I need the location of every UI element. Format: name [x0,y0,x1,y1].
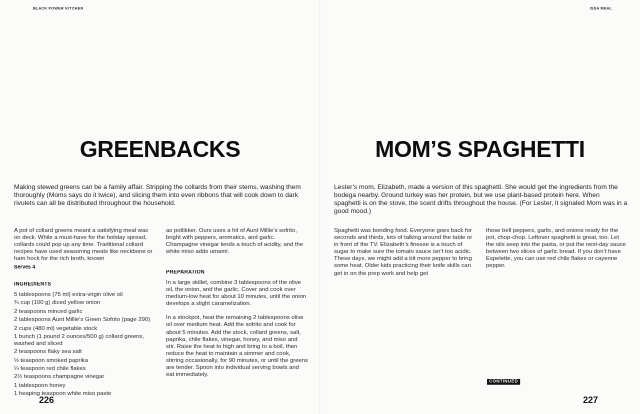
description-column-1: A pot of collard greens meant a satisfying meal was on deck. While a must-have for the holiday spread, collards could pop up any time. Traditional collard recipes have used seasoning meats like neckbone or ham hock for the rich broth, known [14,228,153,263]
description-column-2: as potlikker. Ours uses a hit of Aunt Millie’s sofrito, bright with peppers, aromatics, and garlic. Champagne vinegar lends a touch of acidity, and the white miso adds umami. [166,228,304,256]
preparation-step: In a large skillet, combine 3 tablespoons of the olive oil, the onion, and the garlic. Cover and cook over medium-low heat for about 10 minutes, until the onion develops a slight caramelization. [166,280,307,308]
ingredient-item: 5 tablespoons (75 ml) extra-virgin olive oil [14,292,123,298]
ingredient-item: 1 heaping teaspoon white miso paste [14,391,112,398]
serves-label: Serves 4 [14,265,36,271]
recipe-intro: Lester’s mom, Elizabeth, made a version of this spaghetti. She would get the ingredients from the bodega nearby. Ground turkey was her protein, but we use plant-based protein here. When spaghetti is on the stove, the scent drifts throughout the house. (For Lester, it signaled Mom was in a good mood.) [334,184,628,215]
running-head-right: ISSA MEAL [589,7,612,11]
ingredient-item: 2 teaspoons flaky sea salt [14,349,82,356]
ingredient-item: 2 tablespoons Aunt Millie’s Green Sofrito (page 290) [14,317,151,324]
ingredient-item: ¼ teaspoon red chile flakes [14,365,86,372]
ingredient-item: 2 cups (480 ml) vegetable stock [14,325,98,332]
ingredient-item: 1 bunch (1 pound 2 ounces/500 g) collard greens, washed and sliced [14,333,145,347]
ingredients-list [14,292,156,398]
recipe-title-moms-spaghetti: MOM’S SPAGHETTI [375,136,585,162]
page-gutter [319,0,321,414]
continued-badge: CONTINUED [487,379,520,385]
preparation-heading: PREPARATION [166,270,205,276]
description-column-2: those bell peppers, garlic, and onions ready for the pot, chop-chop. Leftover spaghetti is great, too. Let the oils seep into the pasta, or put the next-day sauce between two slices of garlic bread. If you don’t have Espelette, you can use red chile flakes or cayenne pepper. [486,228,626,270]
recipe-intro: Making stewed greens can be a family affair. Stripping the collards from their stems, washing them thoroughly (Moms says do it twice), and slicing them into even ribbons that will cook down to dark rivulets can all be distributed throughout the household. [14,184,301,207]
description-column-1: Spaghetti was bonding food. Everyone goes back for seconds and thirds, lots of talking around the table or in front of the TV. Elizabeth’s finesse is a touch of sugar to make sure the tomato sauce isn’t too acidic. These days, we might add a bit more pepper to bring some heat. Older kids practicing their knife skills can get in on the prep work and help get [334,228,473,277]
ingredient-item: 2½ teaspoons champagne vinegar [14,374,105,381]
page-number-right: 227 [582,395,598,405]
running-head-left: BLACK POWER KITCHEN [33,7,84,11]
ingredient-item: 1 tablespoon honey [14,382,66,389]
right-page [320,0,640,414]
page-number-left: 226 [39,395,55,405]
recipe-details [14,265,308,399]
ingredient-item: ¾ cup (100 g) diced yellow onion [14,300,101,307]
preparation-step: In a stockpot, heat the remaining 2 tablespoons olive oil over medium heat. Add the sofrito and cook for about 5 minutes. Add the stock, collard greens, salt, paprika, chile flakes, vinegar, honey, and miso and stir. Raise the heat to high and bring to a boil, then reduce the heat to maintain a simmer and cook, stirring occasionally, for 90 minutes, or until the greens are tender. Spoon into individual serving bowls and eat immediately. [166,315,308,379]
recipe-description-columns [14,228,308,263]
preparation-column [166,265,308,399]
ingredients-heading: INGREDIENTS [14,282,52,288]
recipe-title-greenbacks: GREENBACKS [79,136,241,162]
ingredients-column [14,265,156,399]
ingredient-item: 2 teaspoons minced garlic [14,308,83,315]
recipe-description-columns [334,228,628,278]
ingredient-item: ½ teaspoon smoked paprika [14,357,89,364]
